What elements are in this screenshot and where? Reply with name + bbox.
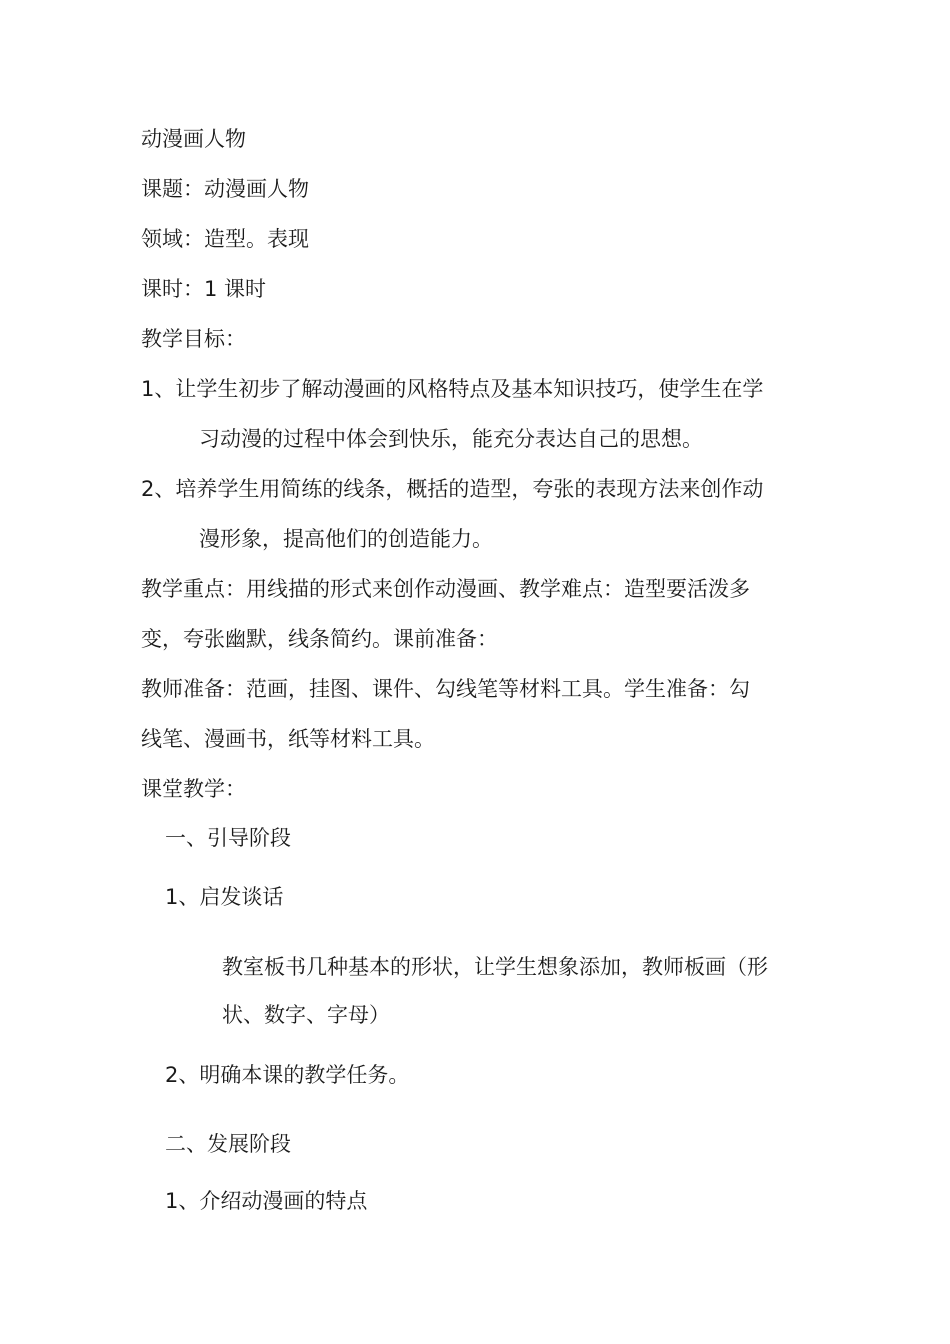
stage-1-item-1-detail-line2: 状、数字、字母） — [222, 1003, 390, 1027]
preparation-line1: 教师准备：范画，挂图、课件、勾线笔等材料工具。学生准备：勾 — [141, 677, 750, 701]
domain-line: 领域：造型。表现 — [141, 227, 309, 251]
class-heading: 课堂教学： — [141, 777, 246, 801]
stage-1-item-1-detail-line1: 教室板书几种基本的形状，让学生想象添加，教师板画（形 — [222, 955, 768, 979]
objectives-heading: 教学目标： — [141, 327, 246, 351]
key-points-line1: 教学重点：用线描的形式来创作动漫画、教学难点：造型要活泼多 — [141, 577, 750, 601]
objective-1-line2: 习动漫的过程中体会到快乐，能充分表达自己的思想。 — [199, 427, 703, 451]
objective-2-line2: 漫形象，提高他们的创造能力。 — [199, 527, 493, 551]
document-title: 动漫画人物 — [141, 127, 246, 151]
hours-line: 课时：1 课时 — [141, 277, 267, 301]
subject-line: 课题：动漫画人物 — [141, 177, 309, 201]
stage-1-heading: 一、引导阶段 — [165, 826, 291, 850]
stage-1-item-1: 1、启发谈话 — [165, 885, 284, 909]
stage-2-item-1: 1、介绍动漫画的特点 — [165, 1189, 368, 1213]
stage-1-item-2: 2、明确本课的教学任务。 — [165, 1063, 410, 1087]
objective-2-line1: 2、培养学生用简练的线条，概括的造型，夸张的表现方法来创作动 — [141, 477, 764, 501]
preparation-line2: 线笔、漫画书，纸等材料工具。 — [141, 727, 435, 751]
key-points-line2: 变，夸张幽默，线条简约。课前准备： — [141, 627, 498, 651]
objective-1-line1: 1、让学生初步了解动漫画的风格特点及基本知识技巧，使学生在学 — [141, 377, 764, 401]
stage-2-heading: 二、发展阶段 — [165, 1132, 291, 1156]
